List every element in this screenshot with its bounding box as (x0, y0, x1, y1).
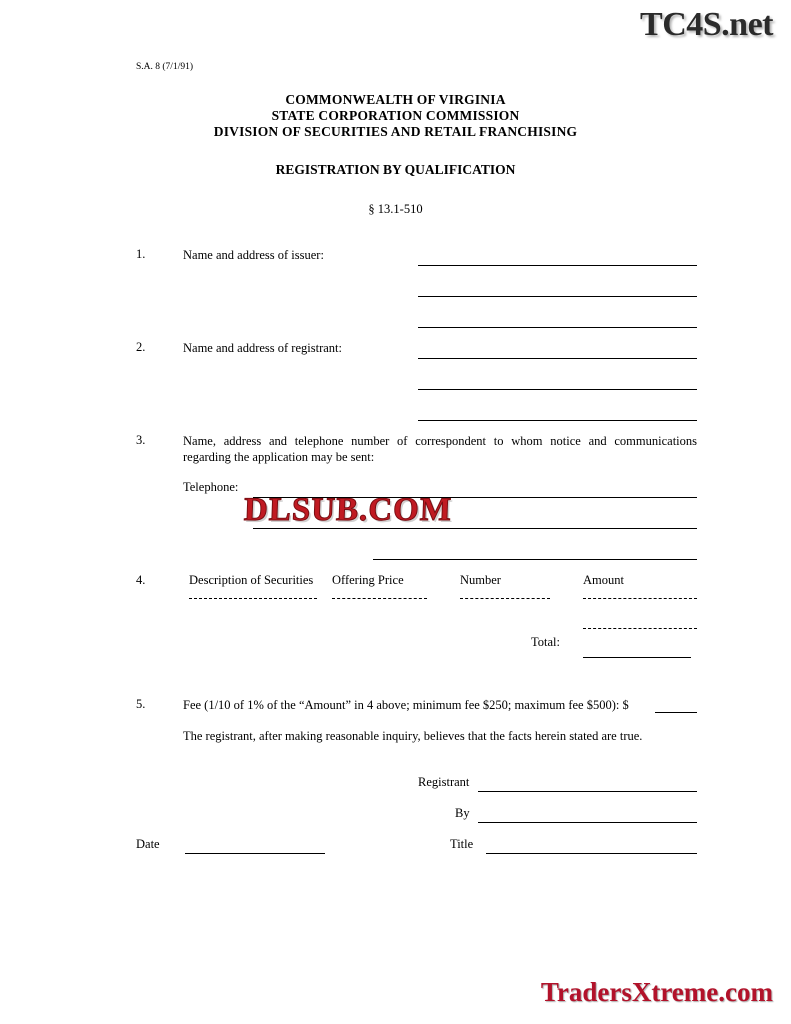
statute-reference: § 13.1-510 (368, 202, 423, 216)
table-header-amount: Amount (583, 573, 624, 587)
item-2-label: Name and address of registrant: (183, 341, 342, 355)
by-field[interactable] (478, 822, 697, 823)
registrant-field[interactable] (478, 791, 697, 792)
item-5-label: Fee (1/10 of 1% of the “Amount” in 4 above; minimum fee $250; maximum fee $500): $ (183, 698, 629, 712)
table-total-field[interactable] (583, 657, 691, 658)
item-2-line-3[interactable] (418, 420, 697, 421)
item-3-label: Name, address and telephone number of correspondent to whom notice and communications regarding the application may be sent: (183, 434, 697, 464)
table-header-description: Description of Securities (189, 573, 314, 587)
heading-line-2: STATE CORPORATION COMMISSION (271, 108, 520, 123)
table-field-offering-price[interactable] (332, 598, 427, 599)
table-field-amount-2[interactable] (583, 628, 697, 629)
item-1-line-2[interactable] (418, 296, 697, 297)
watermark-bottom-right: TradersXtreme.com (540, 977, 773, 1007)
title-field[interactable] (486, 853, 697, 854)
item-3-number: 3. (136, 433, 146, 447)
item-1-line-3[interactable] (418, 327, 697, 328)
watermark-center-stamp: DLSUB.COM (243, 492, 453, 528)
item-5-statement: The registrant, after making reasonable inquiry, believes that the facts herein stated are true. (183, 729, 643, 743)
table-field-amount[interactable] (583, 598, 697, 599)
item-2-line-1[interactable] (418, 358, 697, 359)
table-field-number[interactable] (460, 598, 550, 599)
page-title: REGISTRATION BY QUALIFICATION (275, 162, 516, 177)
by-label: By (455, 806, 470, 820)
date-label: Date (136, 837, 160, 851)
item-3-line-1[interactable] (253, 497, 697, 498)
table-header-offering-price: Offering Price (332, 573, 404, 587)
item-1-label: Name and address of issuer: (183, 248, 324, 262)
item-1-number: 1. (136, 247, 146, 261)
title-label: Title (450, 837, 474, 851)
item-1-line-1[interactable] (418, 265, 697, 266)
item-2-number: 2. (136, 340, 146, 354)
registrant-label: Registrant (418, 775, 470, 789)
table-total-label: Total: (531, 635, 560, 649)
heading-line-1: COMMONWEALTH OF VIRGINIA (285, 92, 506, 107)
item-4-number: 4. (136, 573, 146, 587)
heading-line-3: DIVISION OF SECURITIES AND RETAIL FRANCHISING (213, 124, 578, 139)
watermark-top-right: TC4S.net (640, 6, 773, 43)
form-code: S.A. 8 (7/1/91) (136, 62, 193, 72)
item-5-number: 5. (136, 697, 146, 711)
table-field-description[interactable] (189, 598, 317, 599)
document-heading (0, 92, 791, 217)
item-5-fee-field[interactable] (655, 712, 697, 713)
item-3-line-3[interactable] (373, 559, 697, 560)
table-header-number: Number (460, 573, 501, 587)
item-3-line-2[interactable] (253, 528, 697, 529)
item-2-line-2[interactable] (418, 389, 697, 390)
item-3-telephone-label: Telephone: (183, 480, 239, 494)
date-field[interactable] (185, 853, 325, 854)
